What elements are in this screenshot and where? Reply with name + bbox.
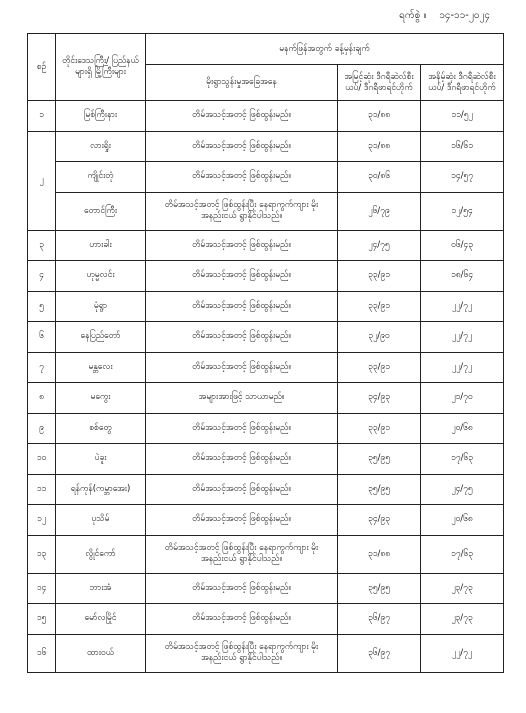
table-row xyxy=(28,101,504,132)
row-number: ၁၄ xyxy=(28,573,56,604)
city-name: မြစ်ကြီးနား xyxy=(56,101,146,132)
max-temperature: ၃၀/၈၆ xyxy=(338,162,421,193)
city-name: တောင်ကြီး xyxy=(56,192,146,230)
min-temperature: ၁၁/၅၂ xyxy=(421,101,504,132)
row-number: ၁၁ xyxy=(28,474,56,505)
table-row xyxy=(28,634,504,672)
table-row xyxy=(28,230,504,261)
header-forecast-group: မနက်ဖြန်အတွက် ခန့်မှန်းချက် xyxy=(146,34,504,65)
city-name: မကွေး xyxy=(56,383,146,414)
min-temperature: ၁၆/၆၁ xyxy=(421,131,504,162)
table-row xyxy=(28,162,504,193)
row-number: ၁၅ xyxy=(28,604,56,635)
header-min-temp: အနိမ့်ဆုံး ဒီဂရီဆဲလ်စီးယပ်/ ဒီဂရီဖာရင်ဟိုက် xyxy=(421,65,504,101)
table-row xyxy=(28,383,504,414)
city-name: ရန်ကုန်(ကမ္ဘာအေး) xyxy=(56,474,146,505)
max-temperature: ၃၁/၈၈ xyxy=(338,131,421,162)
weather-condition: တိမ်အသင့်အတင့် ဖြစ်ထွန်းမည်။ xyxy=(146,230,338,261)
weather-condition: တိမ်အသင့်အတင့် ဖြစ်ထွန်းမည်။ xyxy=(146,261,338,292)
row-number: ၉ xyxy=(28,413,56,444)
min-temperature: ၂၀/၆၈ xyxy=(421,505,504,536)
table-row xyxy=(28,131,504,162)
city-name: ဘားအံ xyxy=(56,573,146,604)
city-name: ဟားခါး xyxy=(56,230,146,261)
weather-condition: တိမ်အသင့်အတင့် ဖြစ်ထွန်းမည်။ xyxy=(146,291,338,322)
city-name: လားရှိုး xyxy=(56,131,146,162)
city-name: ပုသိမ် xyxy=(56,505,146,536)
weather-condition: တိမ်အသင့်အတင့် ဖြစ်ထွန်းမည်။ xyxy=(146,352,338,383)
row-number: ၃ xyxy=(28,230,56,261)
forecast-table xyxy=(27,33,504,673)
header-max-temp: အမြင့်ဆုံး ဒီဂရီဆဲလ်စီးယပ်/ ဒီဂရီဖာရင်ဟိုက် xyxy=(338,65,421,101)
max-temperature: ၃၁/၈၈ xyxy=(338,535,421,573)
min-temperature: ၁၇/၆၃ xyxy=(421,444,504,475)
table-row xyxy=(28,322,504,353)
max-temperature: ၃၅/၉၅ xyxy=(338,444,421,475)
row-number: ၈ xyxy=(28,383,56,414)
document-date xyxy=(399,8,490,23)
min-temperature: ၂၀/၆၈ xyxy=(421,413,504,444)
city-name: မန္တလေး xyxy=(56,352,146,383)
date-label: ရက်စွဲ ။ xyxy=(399,10,427,21)
row-number: ၆ xyxy=(28,322,56,353)
min-temperature: ၂၂/၇၂ xyxy=(421,352,504,383)
header-region: တိုင်းဒေသကြီး/ ပြည်နယ်များရှိ မြို့ကြီးများ xyxy=(56,34,146,101)
table-row xyxy=(28,192,504,230)
weather-condition: တိမ်အသင့်အတင့် ဖြစ်ထွန်းမည်။ xyxy=(146,444,338,475)
row-number: ၅ xyxy=(28,291,56,322)
row-number: ၁ xyxy=(28,101,56,132)
max-temperature: ၃၃/၉၁ xyxy=(338,413,421,444)
row-number: ၁၆ xyxy=(28,634,56,672)
weather-condition: တိမ်အသင့်အတင့် ဖြစ်ထွန်းမည်။ xyxy=(146,573,338,604)
weather-condition: တိမ်အသင့်အတင့် ဖြစ်ထွန်းပြီး နေရာကွက်ကျား မိုးအနည်းငယ် ရွာနိုင်ပါသည်။ xyxy=(146,634,338,672)
min-temperature: ၂၂/၇၂ xyxy=(421,322,504,353)
weather-condition: တိမ်အသင့်အတင့် ဖြစ်ထွန်းမည်။ xyxy=(146,322,338,353)
max-temperature: ၂၄/၇၅ xyxy=(338,230,421,261)
header-no: စဉ် xyxy=(28,34,56,101)
city-name: ဟုမ္မလင်း xyxy=(56,261,146,292)
city-name: ကျိုင်းတုံ xyxy=(56,162,146,193)
city-name: လွိုင်ကော် xyxy=(56,535,146,573)
weather-condition: တိမ်အသင့်အတင့် ဖြစ်ထွန်းမည်။ xyxy=(146,604,338,635)
table-row xyxy=(28,474,504,505)
weather-condition: တိမ်အသင့်အတင့် ဖြစ်ထွန်းမည်။ xyxy=(146,131,338,162)
city-name: မော်လမြိုင် xyxy=(56,604,146,635)
table-row xyxy=(28,352,504,383)
table-row xyxy=(28,291,504,322)
date-value: ၁၄-၁၁-၂၀၂၄ xyxy=(439,10,490,21)
weather-condition: တိမ်အသင့်အတင့် ဖြစ်ထွန်းမည်။ xyxy=(146,101,338,132)
max-temperature: ၂၆/၇၉ xyxy=(338,192,421,230)
city-name: ထားဝယ် xyxy=(56,634,146,672)
min-temperature: ၀၆/၄၃ xyxy=(421,230,504,261)
header-condition: မိုးရွာသွန်းမှုအခြေအနေ xyxy=(146,65,338,101)
min-temperature: ၂၃/၇၃ xyxy=(421,604,504,635)
table-row xyxy=(28,413,504,444)
min-temperature: ၂၄/၇၅ xyxy=(421,474,504,505)
max-temperature: ၃၃/၉၁ xyxy=(338,352,421,383)
min-temperature: ၁၇/၆၃ xyxy=(421,535,504,573)
min-temperature: ၁၂/၅၄ xyxy=(421,192,504,230)
min-temperature: ၂၃/၇၃ xyxy=(421,573,504,604)
table-row xyxy=(28,535,504,573)
min-temperature: ၁၈/၆၄ xyxy=(421,261,504,292)
min-temperature: ၁၄/၅၇ xyxy=(421,162,504,193)
row-number: ၂ xyxy=(28,131,56,230)
table-row xyxy=(28,604,504,635)
min-temperature: ၂၁/၇၀ xyxy=(421,383,504,414)
max-temperature: ၃၆/၉၇ xyxy=(338,604,421,635)
weather-condition: တိမ်အသင့်အတင့် ဖြစ်ထွန်းမည်။ xyxy=(146,474,338,505)
max-temperature: ၃၆/၉၇ xyxy=(338,634,421,672)
city-name: မုံရွာ xyxy=(56,291,146,322)
city-name: ပဲခူး xyxy=(56,444,146,475)
max-temperature: ၃၁/၈၈ xyxy=(338,101,421,132)
forecast-table-body xyxy=(28,101,504,673)
row-number: ၇ xyxy=(28,352,56,383)
max-temperature: ၃၃/၉၁ xyxy=(338,291,421,322)
max-temperature: ၃၄/၉၃ xyxy=(338,383,421,414)
weather-condition: တိမ်အသင့်အတင့် ဖြစ်ထွန်းမည်။ xyxy=(146,413,338,444)
weather-condition: အများအားဖြင့် သာယာမည်။ xyxy=(146,383,338,414)
weather-condition: တိမ်အသင့်အတင့် ဖြစ်ထွန်းမည်။ xyxy=(146,162,338,193)
max-temperature: ၃၅/၉၅ xyxy=(338,573,421,604)
table-row xyxy=(28,573,504,604)
city-name: စစ်တွေ xyxy=(56,413,146,444)
max-temperature: ၃၃/၉၁ xyxy=(338,261,421,292)
city-name: နေပြည်တော် xyxy=(56,322,146,353)
table-row xyxy=(28,505,504,536)
max-temperature: ၃၅/၉၅ xyxy=(338,474,421,505)
weather-condition: တိမ်အသင့်အတင့် ဖြစ်ထွန်းပြီး နေရာကွက်ကျား မိုးအနည်းငယ် ရွာနိုင်ပါသည်။ xyxy=(146,535,338,573)
table-row xyxy=(28,261,504,292)
table-row xyxy=(28,444,504,475)
max-temperature: ၃၂/၉၀ xyxy=(338,322,421,353)
min-temperature: ၂၂/၇၂ xyxy=(421,291,504,322)
row-number: ၄ xyxy=(28,261,56,292)
max-temperature: ၃၄/၉၃ xyxy=(338,505,421,536)
row-number: ၁၀ xyxy=(28,444,56,475)
row-number: ၁၃ xyxy=(28,535,56,573)
min-temperature: ၂၂/၇၂ xyxy=(421,634,504,672)
weather-condition: တိမ်အသင့်အတင့် ဖြစ်ထွန်းမည်။ xyxy=(146,505,338,536)
weather-condition: တိမ်အသင့်အတင့် ဖြစ်ထွန်းပြီး နေရာကွက်ကျား မိုးအနည်းငယ် ရွာနိုင်ပါသည်။ xyxy=(146,192,338,230)
row-number: ၁၂ xyxy=(28,505,56,536)
